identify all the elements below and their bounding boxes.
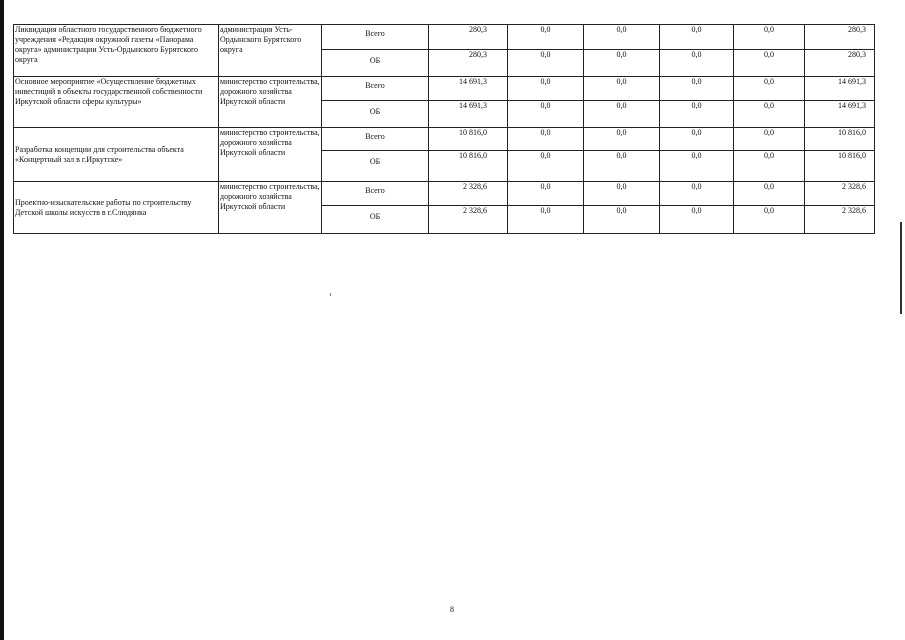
value-cell: 14 691,3 — [805, 77, 875, 101]
source-cell: ОБ — [322, 101, 429, 128]
value-cell: 0,0 — [584, 182, 660, 206]
executor-cell: министерство строительства, дорожного хозяйства Иркутской области — [219, 128, 322, 182]
value-cell: 0,0 — [660, 50, 734, 77]
value-cell: 280,3 — [429, 50, 508, 77]
value-cell: 0,0 — [508, 128, 584, 151]
value-cell: 0,0 — [584, 50, 660, 77]
value-cell: 2 328,6 — [429, 206, 508, 234]
value-cell: 14 691,3 — [805, 101, 875, 128]
scan-edge-left — [0, 0, 4, 640]
value-cell: 0,0 — [734, 101, 805, 128]
value-cell: 0,0 — [584, 206, 660, 234]
source-cell: Всего — [322, 25, 429, 50]
value-cell: 10 816,0 — [429, 151, 508, 182]
value-cell: 0,0 — [508, 25, 584, 50]
value-cell: 0,0 — [660, 206, 734, 234]
value-cell: 2 328,6 — [805, 206, 875, 234]
budget-table — [13, 24, 875, 234]
source-cell: ОБ — [322, 206, 429, 234]
executor-cell: министерство строительства, дорожного хозяйства Иркутской области — [219, 77, 322, 128]
value-cell: 0,0 — [734, 128, 805, 151]
value-cell: 0,0 — [660, 25, 734, 50]
value-cell: 0,0 — [660, 101, 734, 128]
value-cell: 14 691,3 — [429, 77, 508, 101]
value-cell: 0,0 — [660, 182, 734, 206]
value-cell: 0,0 — [734, 25, 805, 50]
event-name-cell: Разработка концепции для строительства объекта «Концертный зал в г.Иркутске» — [14, 128, 219, 182]
value-cell: 0,0 — [508, 206, 584, 234]
executor-cell: администрация Усть-Ордынского Бурятского округа — [219, 25, 322, 77]
value-cell: 0,0 — [584, 77, 660, 101]
value-cell: 2 328,6 — [805, 182, 875, 206]
value-cell: 0,0 — [734, 151, 805, 182]
value-cell: 0,0 — [508, 151, 584, 182]
value-cell: 0,0 — [508, 182, 584, 206]
event-name-cell: Ликвидация областного государственного бюджетного учреждения «Редакция окружной газеты «Панорама округа» администрации Усть-Ордынского Бурятского округа — [14, 25, 219, 77]
value-cell: 0,0 — [584, 101, 660, 128]
scan-speck — [330, 293, 331, 296]
scan-edge-right — [900, 222, 902, 314]
source-cell: Всего — [322, 77, 429, 101]
value-cell: 10 816,0 — [805, 128, 875, 151]
table-row — [14, 25, 875, 50]
source-cell: Всего — [322, 182, 429, 206]
table-row — [14, 77, 875, 101]
source-cell: Всего — [322, 128, 429, 151]
value-cell: 0,0 — [508, 77, 584, 101]
value-cell: 280,3 — [805, 50, 875, 77]
value-cell: 0,0 — [660, 77, 734, 101]
event-name-cell: Основное мероприятие «Осуществление бюджетных инвестиций в объекты государственной собственности Иркутской области сферы культуры» — [14, 77, 219, 128]
value-cell: 0,0 — [660, 151, 734, 182]
value-cell: 10 816,0 — [805, 151, 875, 182]
event-name-cell: Проектно-изыскательские работы по строительству Детской школы искусств в г.Слюдянка — [14, 182, 219, 234]
value-cell: 14 691,3 — [429, 101, 508, 128]
value-cell: 0,0 — [584, 25, 660, 50]
value-cell: 280,3 — [429, 25, 508, 50]
table-row — [14, 182, 875, 206]
value-cell: 0,0 — [508, 101, 584, 128]
source-cell: ОБ — [322, 50, 429, 77]
value-cell: 2 328,6 — [429, 182, 508, 206]
page-number: 8 — [450, 605, 454, 614]
value-cell: 0,0 — [660, 128, 734, 151]
value-cell: 0,0 — [734, 50, 805, 77]
value-cell: 0,0 — [734, 182, 805, 206]
value-cell: 0,0 — [584, 128, 660, 151]
executor-cell: министерство строительства, дорожного хозяйства Иркутской области — [219, 182, 322, 234]
value-cell: 10 816,0 — [429, 128, 508, 151]
value-cell: 0,0 — [734, 77, 805, 101]
table-row — [14, 128, 875, 151]
value-cell: 0,0 — [734, 206, 805, 234]
source-cell: ОБ — [322, 151, 429, 182]
value-cell: 0,0 — [508, 50, 584, 77]
value-cell: 280,3 — [805, 25, 875, 50]
value-cell: 0,0 — [584, 151, 660, 182]
